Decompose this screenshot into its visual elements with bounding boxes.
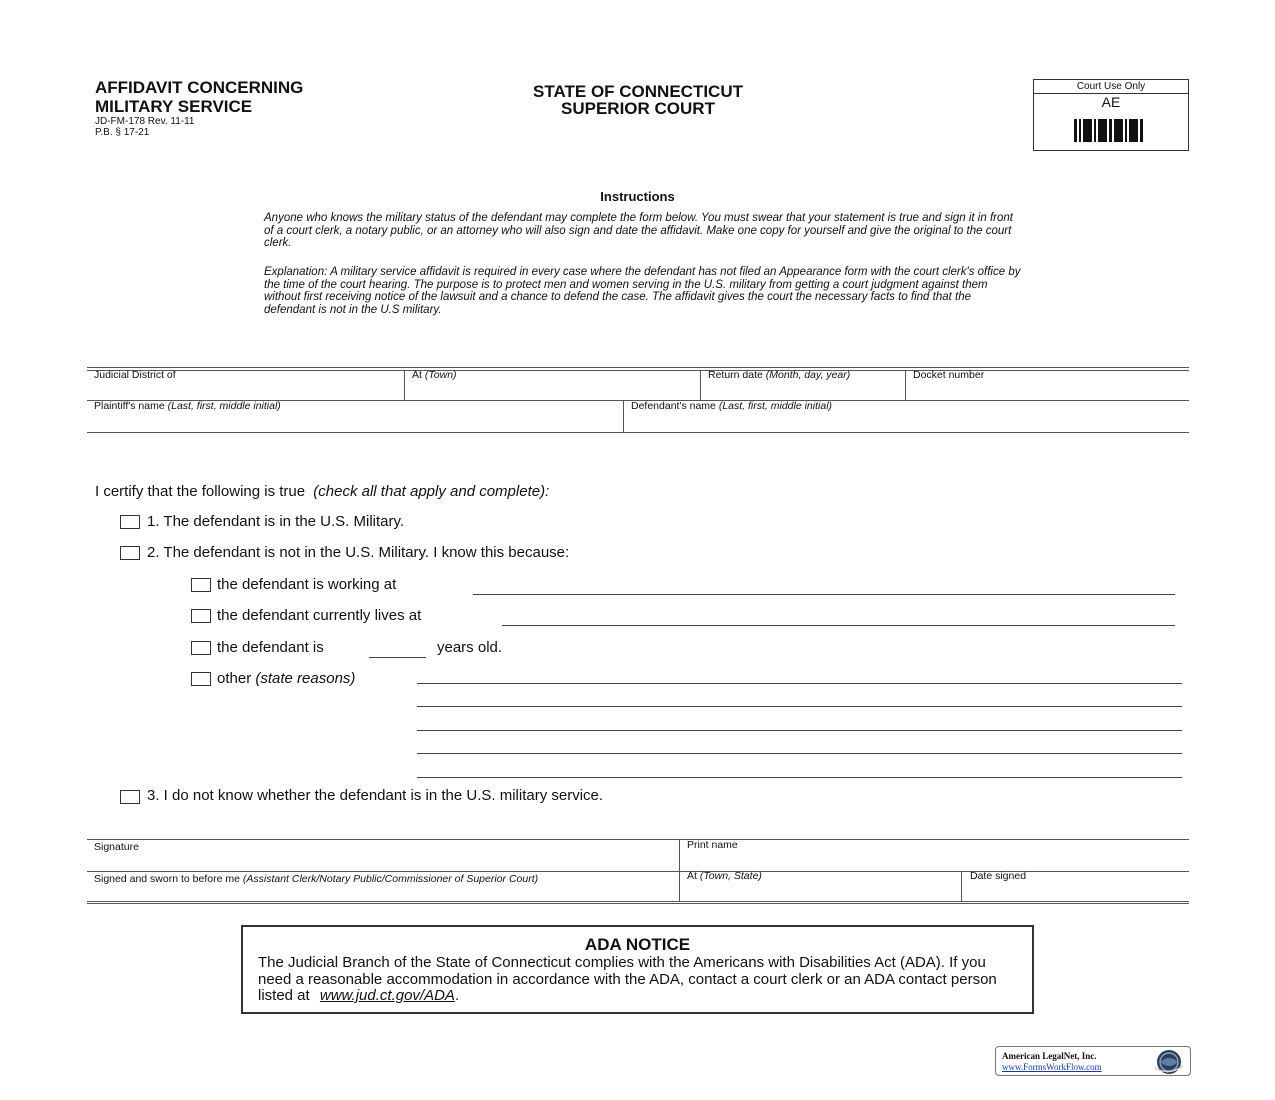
barcode-icon <box>1074 119 1146 142</box>
form-title-line2: MILITARY SERVICE <box>95 97 253 116</box>
instructions-paragraph-2: Explanation: A military service affidavit is required in every case where the defendant has not filed an Appearance form with the court clerk's office by the time of the court hearing. The purpose is to protect men and women serving in the U.S. military from getting a court judgment against them without first receiving notice of the lawsuit and a chance to defend the case. The affidavit gives the court the necessary facts to find that the defendant is not in the U.S military. <box>264 266 1021 317</box>
date-signed-label: Date signed <box>970 870 1027 882</box>
form-number: JD-FM-178 Rev. 11-11 <box>95 116 195 127</box>
checkbox-unknown[interactable] <box>120 790 140 804</box>
date-signed-field[interactable] <box>970 870 1026 882</box>
checkbox-working-at[interactable] <box>191 578 211 592</box>
signature-label: Signature <box>94 841 139 853</box>
court-use-label: Court Use Only <box>1034 80 1188 94</box>
plaintiff-name-label: Plaintiff's name <box>94 400 165 412</box>
court-title <box>470 83 806 117</box>
globe-logo-icon <box>1151 1048 1187 1076</box>
case-info-grid <box>87 367 1189 433</box>
checkbox-age[interactable] <box>191 641 211 655</box>
instructions-heading: Instructions <box>600 189 675 204</box>
defendant-name-hint: (Last, first, middle initial) <box>718 400 833 412</box>
docket-number-field[interactable] <box>913 369 984 381</box>
ada-notice-body: The Judicial Branch of the State of Connecticut complies with the Americans with Disabilities Act (ADA). If you need a reasonable accommodation in accordance with the ADA, contact a court clerk or an ADA contact person listed at <box>258 954 997 1004</box>
defendant-name-field[interactable] <box>631 400 832 412</box>
docket-number-label: Docket number <box>913 369 985 381</box>
form-title <box>95 78 303 116</box>
ada-notice-title: ADA NOTICE <box>584 935 691 954</box>
lives-at-line[interactable] <box>502 625 1175 626</box>
signature-field[interactable] <box>94 841 139 853</box>
checkbox-other[interactable] <box>191 672 211 686</box>
sub-age-suffix: years old. <box>437 639 503 656</box>
town-field[interactable] <box>412 369 457 381</box>
sworn-location-field[interactable] <box>687 870 762 882</box>
judicial-district-label: Judicial District of <box>94 369 176 381</box>
print-name-field[interactable] <box>687 839 738 851</box>
court-title-line1: STATE OF CONNECTICUT <box>533 82 743 101</box>
other-reason-line-5[interactable] <box>417 777 1182 778</box>
legalnet-company: American LegalNet, Inc. <box>1002 1051 1097 1061</box>
sworn-location-label: At <box>687 870 697 882</box>
other-reason-line-3[interactable] <box>417 730 1182 731</box>
legalnet-url[interactable]: www.FormsWorkFlow.com <box>1002 1062 1102 1072</box>
signature-grid <box>87 839 1189 904</box>
defendant-name-label: Defendant's name <box>631 400 716 412</box>
sub-other <box>217 670 355 687</box>
legalnet-badge[interactable] <box>995 1046 1191 1076</box>
checkbox-in-military[interactable] <box>120 515 140 529</box>
ada-period: . <box>454 987 460 1004</box>
sworn-before-field[interactable] <box>94 873 538 885</box>
instructions-paragraph-1: Anyone who knows the military status of the defendant may complete the form below. You must swear that your statement is true and sign it in front of a court clerk, a notary public, or an attorney who will also sign and date the affidavit. Make one copy for yourself and give the original to the court clerk. <box>264 212 1013 250</box>
sub-other-label: other <box>217 670 252 687</box>
plaintiff-name-field[interactable] <box>94 400 281 412</box>
sub-working-at: the defendant is working at <box>217 576 397 593</box>
court-title-line2: SUPERIOR COURT <box>561 99 715 118</box>
certification-intro-hint: (check all that apply and complete): <box>313 483 550 500</box>
print-name-label: Print name <box>687 839 738 851</box>
working-at-line[interactable] <box>473 594 1175 595</box>
other-reason-line-4[interactable] <box>417 753 1182 754</box>
sub-lives-at: the defendant currently lives at <box>217 607 422 624</box>
ada-notice <box>241 925 1034 1014</box>
checkbox-not-in-military[interactable] <box>120 546 140 560</box>
certification-intro-text: I certify that the following is true <box>95 483 306 500</box>
return-date-label: Return date <box>708 369 763 381</box>
sworn-location-hint: (Town, State) <box>699 870 762 882</box>
court-use-box <box>1033 79 1189 151</box>
item-unknown: 3. I do not know whether the defendant is in the U.S. military service. <box>147 787 604 804</box>
return-date-field[interactable] <box>708 369 850 381</box>
sub-age-prefix: the defendant is <box>217 639 324 656</box>
other-reason-line-1[interactable] <box>417 683 1182 684</box>
town-hint: (Town) <box>424 369 457 381</box>
sworn-before-label: Signed and sworn to before me <box>94 873 240 885</box>
plaintiff-name-hint: (Last, first, middle initial) <box>167 400 281 412</box>
age-line[interactable] <box>369 657 426 658</box>
court-use-code: AE <box>1101 94 1121 110</box>
certification-intro <box>95 483 549 500</box>
item-in-military: 1. The defendant is in the U.S. Military. <box>147 513 405 530</box>
ada-link[interactable]: www.jud.ct.gov/ADA <box>319 987 455 1004</box>
form-title-line1: AFFIDAVIT CONCERNING <box>95 78 304 97</box>
other-reason-line-2[interactable] <box>417 706 1182 707</box>
sub-other-hint: (state reasons) <box>255 670 356 687</box>
checkbox-lives-at[interactable] <box>191 609 211 623</box>
item-not-in-military: 2. The defendant is not in the U.S. Military. I know this because: <box>147 544 570 561</box>
rule-reference: P.B. § 17-21 <box>95 127 150 138</box>
ada-notice-text <box>258 955 1023 1005</box>
form-code <box>95 116 194 138</box>
town-label: At <box>412 369 422 381</box>
sworn-before-hint: (Assistant Clerk/Notary Public/Commissioner of Superior Court) <box>242 873 539 885</box>
judicial-district-field[interactable] <box>94 369 176 381</box>
return-date-hint: (Month, day, year) <box>765 369 851 381</box>
